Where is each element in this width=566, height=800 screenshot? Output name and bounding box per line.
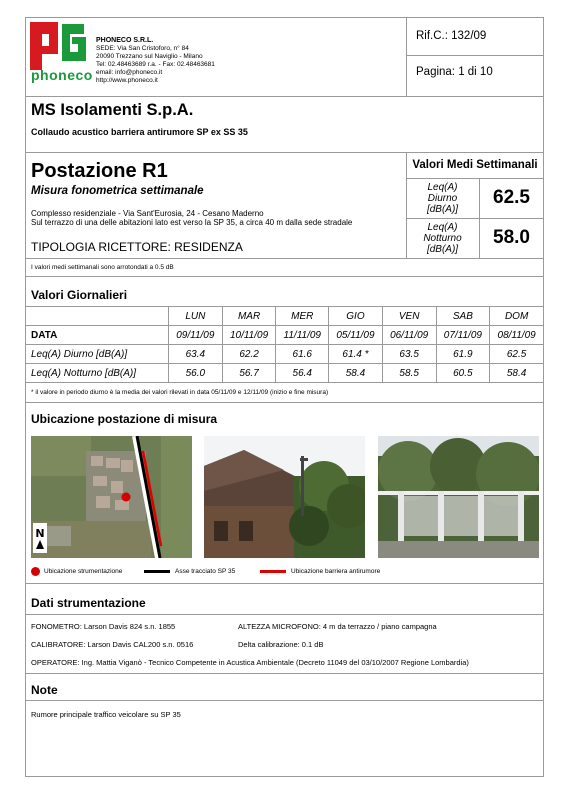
strumentazione-title-line xyxy=(25,614,544,615)
leq-notturno-label xyxy=(406,222,479,255)
strumentazione-title: Dati strumentazione xyxy=(31,596,146,610)
postazione-title: Postazione R1 xyxy=(31,160,168,182)
company-logo xyxy=(29,20,93,84)
company-line: Tel: 02.48463689 r.a. - Fax: 02.48463681 xyxy=(96,61,215,68)
postazione-bottom-line xyxy=(25,258,544,259)
header-ref-divider xyxy=(406,55,544,56)
table-cell: 62.5 xyxy=(490,345,544,364)
delta-calibrazione-info: Delta calibrazione: 0.1 dB xyxy=(238,640,324,649)
table-row xyxy=(26,345,544,364)
row-label: DATA xyxy=(26,326,169,345)
leq-label-line: Diurno xyxy=(427,193,458,204)
table-cell: 56.0 xyxy=(169,364,223,383)
ubicazione-bottom-line xyxy=(25,583,544,584)
valori-medi-title: Valori Medi Settimanali xyxy=(412,159,538,171)
day-header: GIO xyxy=(329,307,383,326)
note-title: Note xyxy=(31,683,58,697)
table-cell: 05/11/09 xyxy=(329,326,383,345)
vm-title-line xyxy=(406,178,544,179)
company-name: PHONECO S.R.L. xyxy=(96,37,154,44)
header-bottom-line xyxy=(25,96,544,97)
table-row xyxy=(26,326,544,345)
table-cell: 07/11/09 xyxy=(436,326,490,345)
company-email[interactable]: email: info@phoneco.it xyxy=(96,69,163,76)
table-cell: 58.4 xyxy=(329,364,383,383)
table-cell: 06/11/09 xyxy=(382,326,436,345)
table-cell: 58.4 xyxy=(490,364,544,383)
table-cell: 08/11/09 xyxy=(490,326,544,345)
day-header: VEN xyxy=(382,307,436,326)
page-number: Pagina: 1 di 10 xyxy=(416,66,493,78)
tipologia-ricettore: TIPOLOGIA RICETTORE: RESIDENZA xyxy=(31,240,243,254)
day-header: SAB xyxy=(436,307,490,326)
building-photo xyxy=(204,436,365,558)
calibratore-info: CALIBRATORE: Larson Davis CAL200 s.n. 0516 xyxy=(31,640,194,649)
table-cell: 56.7 xyxy=(222,364,276,383)
postazione-address: Complesso residenziale - Via Sant'Eurosia, 24 - Cesano Maderno xyxy=(31,209,264,218)
leq-notturno-value: 58.0 xyxy=(493,227,530,248)
note-title-line xyxy=(25,700,544,701)
table-cell: 61.9 xyxy=(436,345,490,364)
legend-barrier-label: Ubicazione barriera antirumore xyxy=(291,568,381,575)
svg-text:N: N xyxy=(35,527,45,540)
leq-diurno-label xyxy=(406,182,479,215)
table-cell: 56.4 xyxy=(276,364,329,383)
leq-label-line: Notturno xyxy=(423,233,462,244)
company-website[interactable]: http://www.phoneco.it xyxy=(96,77,158,84)
company-line: SEDE: Via San Cristoforo, n° 84 xyxy=(96,45,189,52)
leq-diurno-value: 62.5 xyxy=(493,187,530,208)
operatore-info: OPERATORE: Ing. Mattia Viganò - Tecnico Competente in Acustica Ambientale (Decreto 11049 del 03/10/2007 Regione Lombardia) xyxy=(31,658,469,667)
valori-giornalieri-table xyxy=(25,306,544,383)
table-cell: 58.5 xyxy=(382,364,436,383)
legend-road-axis-line xyxy=(144,570,170,573)
table-cell: 63.5 xyxy=(382,345,436,364)
legend-instrument-marker xyxy=(31,567,40,576)
note-text: Rumore principale traffico veicolare su SP 35 xyxy=(31,710,181,719)
logo-text: phoneco xyxy=(31,67,93,83)
client-subtitle: Collaudo acustico barriera antirumore SP ex SS 35 xyxy=(31,127,248,137)
footnote-bottom-line xyxy=(25,402,544,403)
header-divider xyxy=(406,17,407,97)
leq-label-line: [dB(A)] xyxy=(426,244,459,255)
postazione-description: Sul terrazzo di una delle abitazioni lato est verso la SP 35, a circa 40 m dalla sede stradale xyxy=(31,218,353,227)
table-corner xyxy=(26,307,169,326)
legend-instrument-label: Ubicazione strumentazione xyxy=(44,568,123,575)
table-cell: 11/11/09 xyxy=(276,326,329,345)
leq-label-line: Leq(A) xyxy=(427,222,458,233)
rounding-note: I valori medi settimanali sono arrotondati a 0.5 dB xyxy=(31,264,174,271)
day-header: LUN xyxy=(169,307,223,326)
client-name: MS Isolamenti S.p.A. xyxy=(31,101,194,119)
leq-label-line: Leq(A) xyxy=(427,182,458,193)
fonometro-info: FONOMETRO: Larson Davis 824 s.n. 1855 xyxy=(31,622,176,631)
table-footnote: * il valore in periodo diurno è la media dei valori rilevati in data 05/11/09 e 12/11/09 (inizio e fine misura) xyxy=(31,389,329,396)
strumentazione-bottom-line xyxy=(25,673,544,674)
client-bottom-line xyxy=(25,152,544,153)
company-line: 20090 Trezzano sul Naviglio - Milano xyxy=(96,53,203,60)
table-cell: 10/11/09 xyxy=(222,326,276,345)
table-cell: 61.6 xyxy=(276,345,329,364)
legend-barrier-line xyxy=(260,570,286,573)
leq-label-line: [dB(A)] xyxy=(426,204,459,215)
table-row xyxy=(26,364,544,383)
table-cell: 60.5 xyxy=(436,364,490,383)
day-header: MER xyxy=(276,307,329,326)
aerial-map-image xyxy=(31,436,192,558)
ubicazione-title: Ubicazione postazione di misura xyxy=(31,412,218,426)
day-header: MAR xyxy=(222,307,276,326)
company-info xyxy=(96,37,396,85)
legend-road-axis-label: Asse tracciato SP 35 xyxy=(175,568,236,575)
terrace-photo xyxy=(378,436,539,558)
valori-giornalieri-title: Valori Giornalieri xyxy=(31,288,128,302)
table-cell: 63.4 xyxy=(169,345,223,364)
reference-code: Rif.C.: 132/09 xyxy=(416,30,487,42)
altezza-microfono-info: ALTEZZA MICROFONO: 4 m da terrazzo / piano campagna xyxy=(238,622,437,631)
vm-mid-line xyxy=(406,218,544,219)
note-bottom-line xyxy=(25,276,544,277)
row-label: Leq(A) Notturno [dB(A)] xyxy=(26,364,169,383)
postazione-subtitle: Misura fonometrica settimanale xyxy=(31,185,204,197)
row-label: Leq(A) Diurno [dB(A)] xyxy=(26,345,169,364)
table-cell: 09/11/09 xyxy=(169,326,223,345)
table-cell: 61.4 * xyxy=(329,345,383,364)
day-header: DOM xyxy=(490,307,544,326)
table-cell: 62.2 xyxy=(222,345,276,364)
